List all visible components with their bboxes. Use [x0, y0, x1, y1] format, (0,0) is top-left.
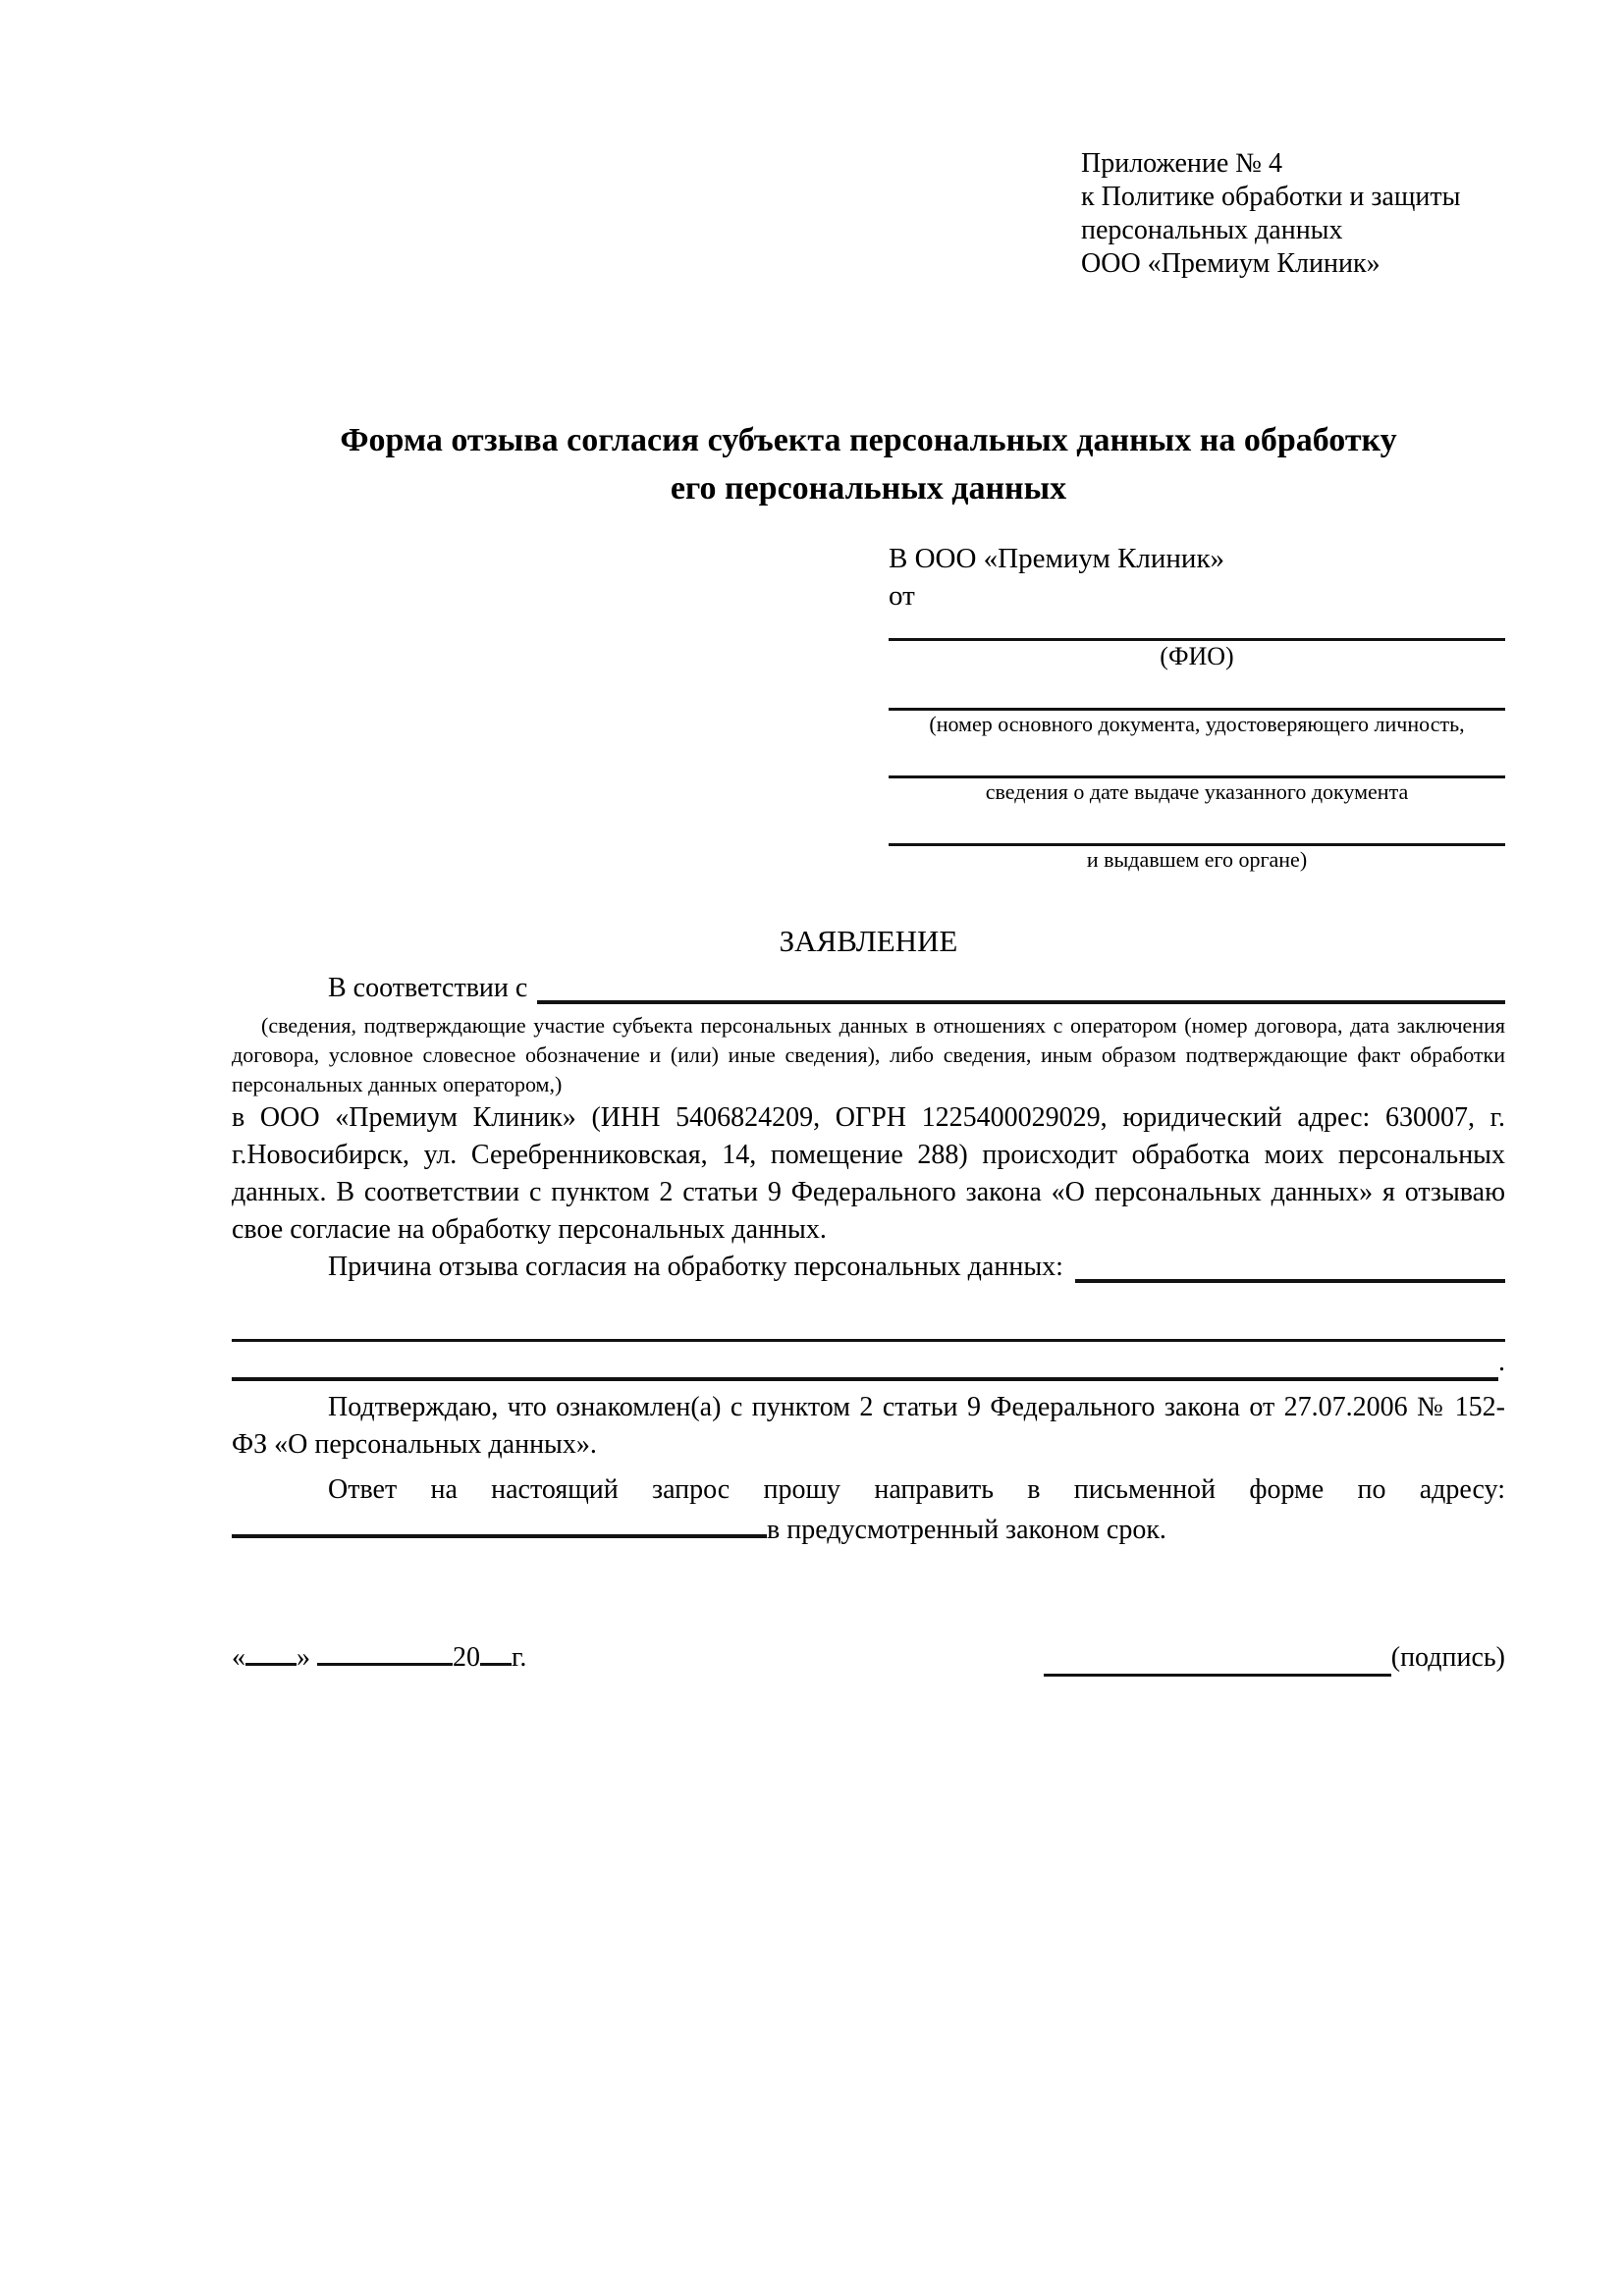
- year-prefix: 20: [453, 1642, 480, 1673]
- addressee-to: В ООО «Премиум Клиник»: [889, 543, 1225, 574]
- intro-row: [232, 970, 1505, 1007]
- date-group: [232, 1639, 526, 1677]
- document-title-line: его персональных данных: [670, 470, 1067, 507]
- document-title: [232, 416, 1505, 512]
- reply-suffix-text: в предусмотренный законом срок.: [767, 1515, 1166, 1545]
- statement-heading: ЗАЯВЛЕНИЕ: [779, 924, 958, 958]
- confirmation-paragraph: Подтверждаю, что ознакомлен(а) с пунктом 2 статьи 9 Федерального закона от 27.07.2006 № 152-ФЗ «О персональных данных».: [232, 1392, 1505, 1460]
- document-issue-date-field[interactable]: [889, 738, 1505, 778]
- reason-continuation-row-2: [232, 1342, 1505, 1381]
- year-suffix: г.: [512, 1642, 527, 1673]
- addressee-block: [889, 540, 1505, 874]
- quote-open: «: [232, 1642, 245, 1673]
- intro-label: В соответствии с: [328, 973, 528, 1003]
- reply-request-text: Ответ на настоящий запрос прошу направить в письменной форме по адресу:: [328, 1474, 1505, 1505]
- reason-continuation-field-1[interactable]: [232, 1300, 1505, 1342]
- fio-caption: (ФИО): [1160, 642, 1234, 670]
- document-number-field[interactable]: [889, 672, 1505, 711]
- signature-group: [1044, 1639, 1505, 1677]
- signature-field[interactable]: [1044, 1674, 1391, 1677]
- reply-address-field[interactable]: [232, 1509, 767, 1538]
- statement-body: в ООО «Премиум Клиник» (ИНН 5406824209, ОГРН 1225400029029, юридический адрес: 630007, г. г.Новосибирск, ул. Серебренниковская, 14, помещение 288) происходит обработка моих персональных данных. В соответствии с пунктом 2 статьи 9 Федерального закона «О персональных данных» я отзываю свое согласие на обработку персональных данных.: [232, 1102, 1505, 1245]
- fio-field[interactable]: [889, 614, 1505, 641]
- document-issuer-caption: и выдавшем его органе): [1086, 847, 1308, 872]
- quote-close: »: [297, 1642, 310, 1673]
- appendix-block: [1081, 147, 1505, 281]
- document-issue-date-caption: сведения о дате выдаче указанного документа: [985, 779, 1409, 804]
- year-field[interactable]: [480, 1639, 512, 1666]
- addressee-from-label: от: [889, 580, 915, 612]
- month-field[interactable]: [317, 1639, 453, 1666]
- signature-caption: (подпись): [1390, 1642, 1505, 1673]
- document-title-line: Форма отзыва согласия субъекта персональных данных на обработку: [340, 422, 1397, 458]
- small-print-note: (сведения, подтверждающие участие субъекта персональных данных в отношениях с оператором (номер договора, дата заключения договора, условное словесное обозначение и (или) иные сведения), либо сведения, иным образом подтверждающие факт обработки персональных данных оператором,): [232, 1013, 1505, 1096]
- period-after-blank: .: [1498, 1347, 1505, 1377]
- document-issuer-field[interactable]: [889, 806, 1505, 846]
- appendix-line: персональных данных: [1081, 215, 1343, 245]
- reason-continuation-field-2[interactable]: [232, 1377, 1498, 1381]
- reply-paragraph: [232, 1471, 1505, 1549]
- reason-field[interactable]: [1075, 1249, 1505, 1283]
- relationship-details-field[interactable]: [537, 970, 1505, 1004]
- appendix-line: ООО «Премиум Клиник»: [1081, 248, 1380, 279]
- signature-row: [232, 1639, 1505, 1677]
- day-field[interactable]: [245, 1639, 297, 1666]
- reason-label: Причина отзыва согласия на обработку персональных данных:: [328, 1252, 1063, 1282]
- document-number-caption: (номер основного документа, удостоверяющего личность,: [929, 712, 1465, 736]
- appendix-line: к Политике обработки и защиты: [1081, 182, 1461, 212]
- reason-row: [232, 1249, 1505, 1286]
- appendix-line: Приложение № 4: [1081, 148, 1282, 179]
